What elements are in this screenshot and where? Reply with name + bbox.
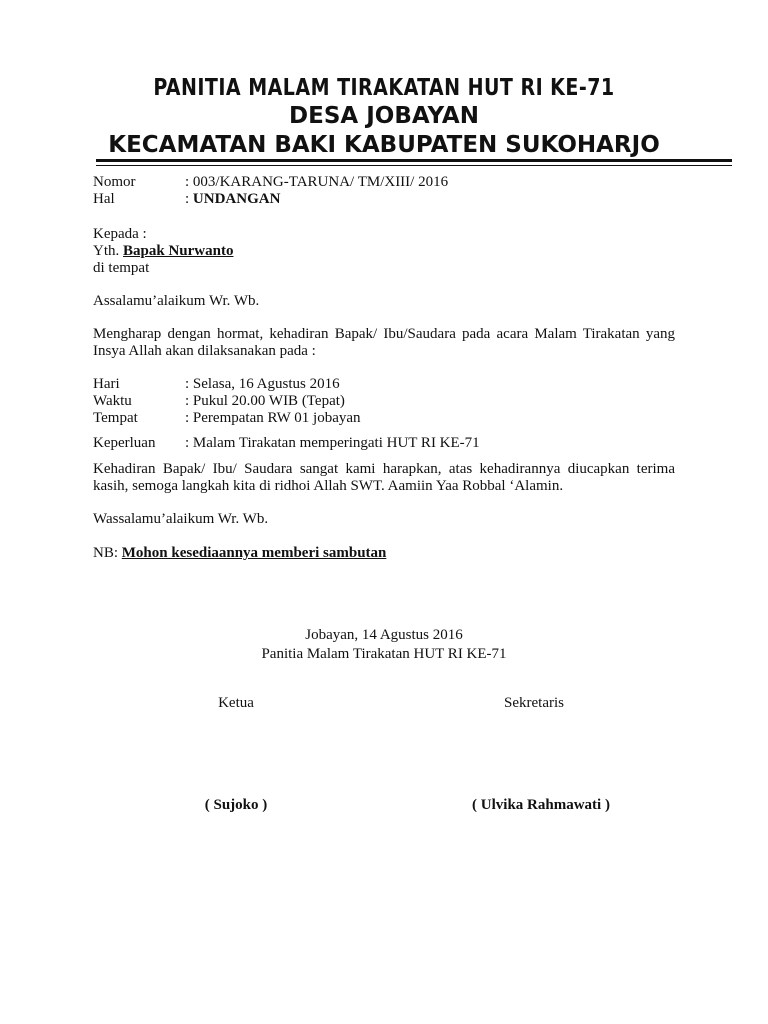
nomor-value: : 003/KARANG-TARUNA/ TM/XIII/ 2016 [185, 174, 449, 190]
hal-row [93, 191, 675, 208]
hari-row [93, 376, 675, 393]
waktu-row [93, 393, 675, 410]
farewell: Wassalamu’alaikum Wr. Wb. [93, 511, 269, 527]
nb-label: NB: [93, 545, 122, 561]
letterhead-village: DESA JOBAYAN [289, 103, 479, 129]
tempat-value: : Perempatan RW 01 jobayan [185, 410, 361, 426]
closing-paragraph: Kehadiran Bapak/ Ibu/ Saudara sangat kami harapkan, atas kehadirannya diucapkan terima kasih, semoga langkah kita di ridhoi Allah SWT. Aamiin Yaa Robbal ‘Alamin. [93, 461, 675, 494]
letterhead [0, 74, 768, 160]
signoff-header [0, 626, 768, 664]
recipient-yth: Yth. [93, 243, 123, 259]
sekretaris-name: ( Ulvika Rahmawati ) [472, 797, 610, 813]
keperluan-row [93, 435, 675, 452]
committee-name: Panitia Malam Tirakatan HUT RI KE-71 [261, 646, 507, 662]
waktu-value: : Pukul 20.00 WIB (Tepat) [185, 393, 345, 409]
waktu-label: Waktu [93, 393, 132, 409]
sekretaris-title: Sekretaris [504, 695, 564, 711]
event-details [93, 376, 675, 427]
keperluan-label: Keperluan [93, 435, 156, 451]
ketua-name: ( Sujoko ) [204, 797, 268, 813]
hari-value: : Selasa, 16 Agustus 2016 [185, 376, 340, 392]
nomor-label: Nomor [93, 174, 136, 190]
recipient-block [93, 226, 675, 277]
hal-value: UNDANGAN [192, 191, 281, 207]
ketua-title: Ketua [218, 695, 254, 711]
letterhead-rule-thin [96, 165, 732, 166]
nomor-row [93, 174, 675, 191]
letterhead-committee: PANITIA MALAM TIRAKATAN HUT RI KE-71 [153, 75, 615, 101]
tempat-row [93, 410, 675, 427]
nb-text: Mohon kesediaannya memberi sambutan [121, 545, 387, 561]
intro-paragraph: Mengharap dengan hormat, kehadiran Bapak/ Ibu/Saudara pada acara Malam Tirakatan yang Insya Allah akan dilaksanakan pada : [93, 326, 675, 359]
recipient-kepada: Kepada : [93, 226, 147, 242]
tempat-label: Tempat [93, 410, 138, 426]
letterhead-district: KECAMATAN BAKI KABUPATEN SUKOHARJO [108, 132, 660, 158]
recipient-name: Bapak Nurwanto [123, 243, 234, 259]
letter-meta [93, 174, 675, 208]
nb-note [93, 545, 675, 562]
recipient-place: di tempat [93, 260, 150, 276]
hari-label: Hari [93, 376, 120, 392]
hal-label: Hal [93, 191, 115, 207]
hal-colon: : [185, 191, 193, 207]
letterhead-rule-thick [96, 159, 732, 162]
place-date: Jobayan, 14 Agustus 2016 [305, 627, 463, 643]
greeting: Assalamu’alaikum Wr. Wb. [93, 293, 260, 309]
keperluan-value: : Malam Tirakatan memperingati HUT RI KE-71 [185, 435, 480, 451]
recipient-line [93, 243, 675, 260]
